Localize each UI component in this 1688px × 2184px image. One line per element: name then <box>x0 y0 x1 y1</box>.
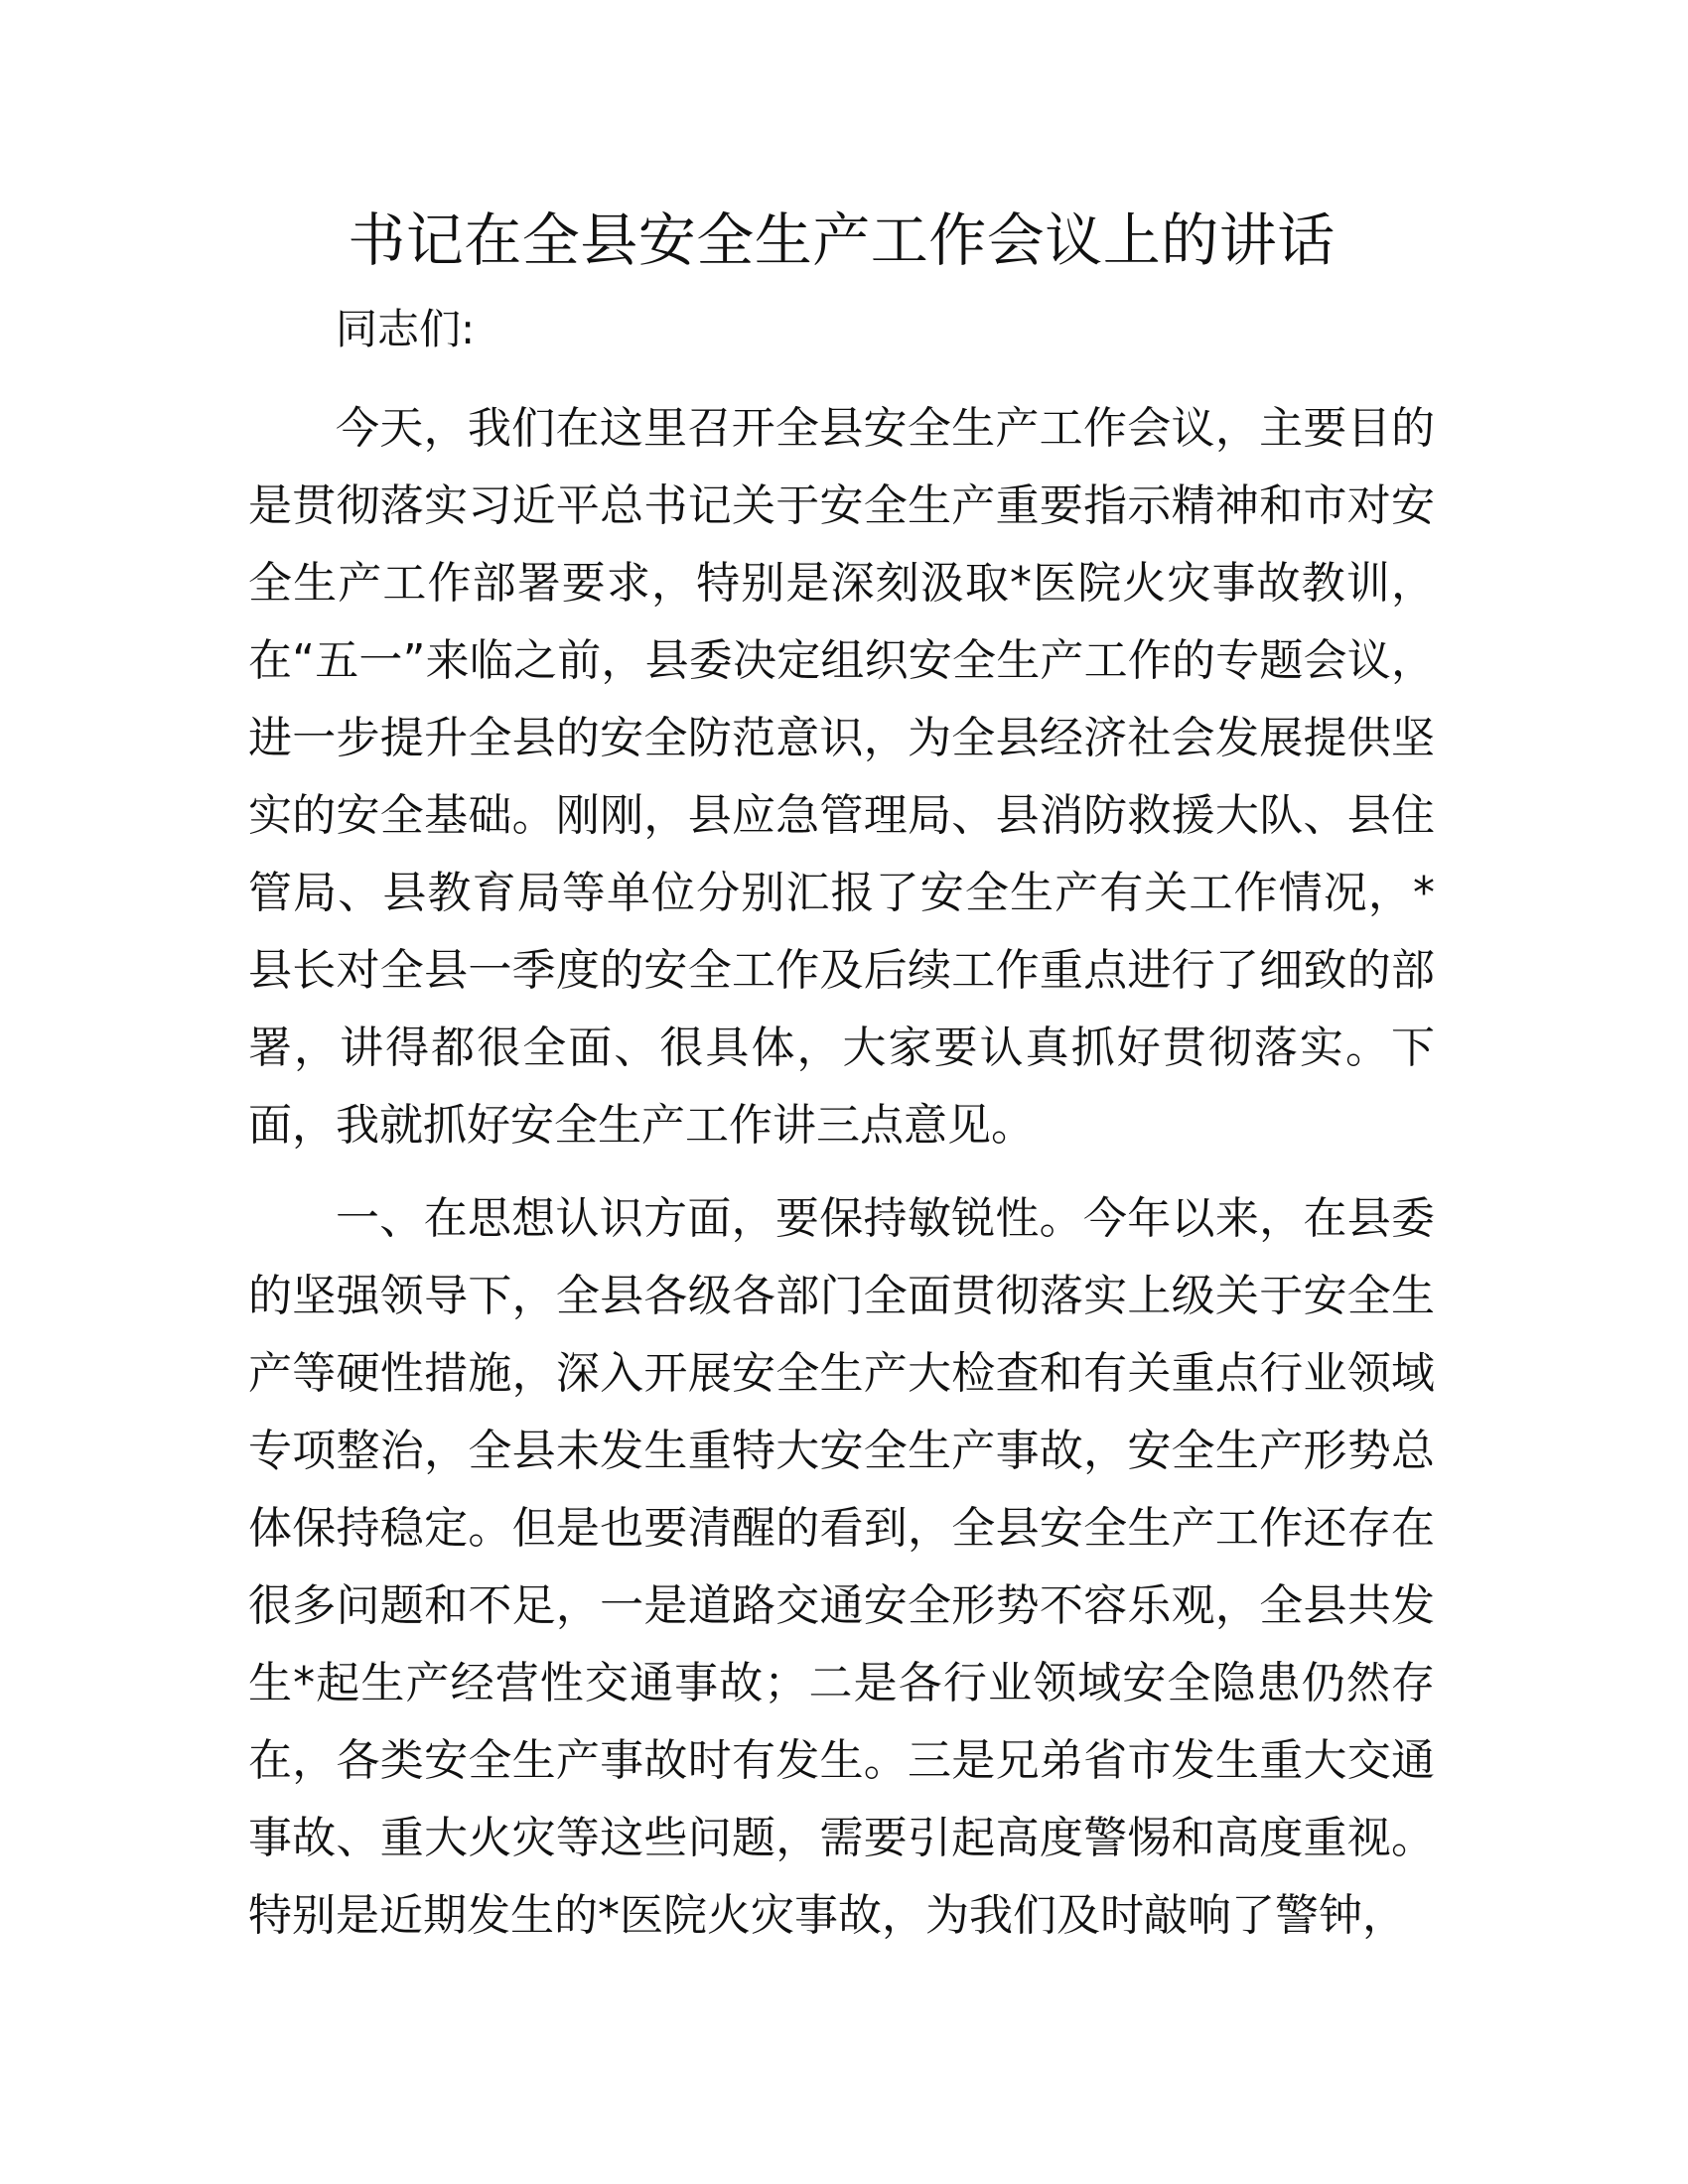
salutation: 同志们: <box>336 305 476 353</box>
document-page <box>248 204 1435 1955</box>
document-title: 书记在全县安全生产工作会议上的讲话 <box>348 206 1336 274</box>
body-paragraph-2: 一、在思想认识方面，要保持敏锐性。今年以来，在县委的坚强领导下，全县各级各部门全面贯彻落实上级关于安全生产等硬性措施，深入开展安全生产大检查和有关重点行业领域专项整治，全县未发生重特大安全生产事故，安全生产形势总体保持稳定。但是也要清醒的看到，全县安全生产工作还存在很多问题和不足，一是道路交通安全形势不容乐观，全县共发生*起生产经营性交通事故；二是各行业领域安全隐患仍然存在，各类安全生产事故时有发生。三是兄弟省市发生重大交通事故、重大火灾等这些问题，需要引起高度警惕和高度重视。特别是近期发生的*医院火灾事故，为我们及时敲响了警钟， <box>248 1193 1435 1941</box>
body-paragraph-1: 今天，我们在这里召开全县安全生产工作会议，主要目的是贯彻落实习近平总书记关于安全生产重要指示精神和市对安全生产工作部署要求，特别是深刻汲取*医院火灾事故教训，在“五一”来临之前，县委决定组织安全生产工作的专题会议，进一步提升全县的安全防范意识，为全县经济社会发展提供坚实的安全基础。刚刚，县应急管理局、县消防救援大队、县住管局、县教育局等单位分别汇报了安全生产有关工作情况，*县长对全县一季度的安全工作及后续工作重点进行了细致的部署，讲得都很全面、很具体，大家要认真抓好贯彻落实。下面，我就抓好安全生产工作讲三点意见。 <box>248 403 1435 1151</box>
